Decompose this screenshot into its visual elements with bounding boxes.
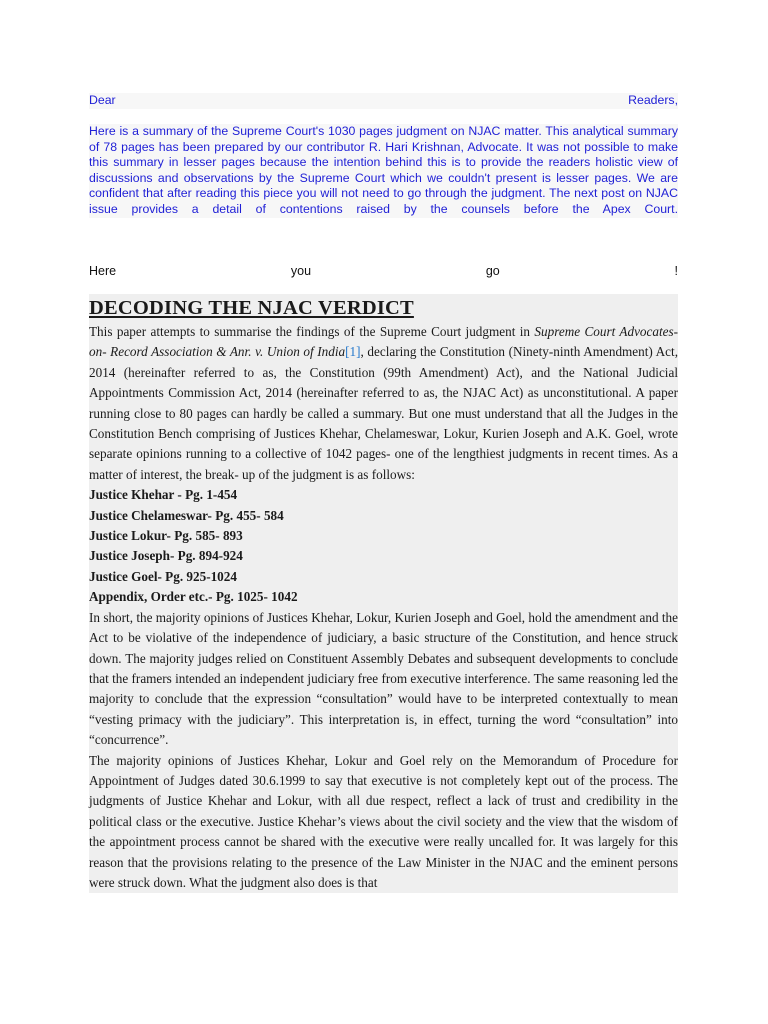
you-word: you [290, 264, 312, 278]
breakup-item-chelameswar: Justice Chelameswar- Pg. 455- 584 [89, 507, 284, 523]
breakup-item-lokur: Justice Lokur- Pg. 585- 893 [89, 528, 243, 544]
breakup-item-appendix: Appendix, Order etc.- Pg. 1025- 1042 [89, 589, 298, 605]
article-title: DECODING THE NJAC VERDICT [89, 297, 414, 319]
summary-note: Here is a summary of the Supreme Court's 1030 pages judgment on NJAC matter. This analytical summary of 78 pages has been prepared by our contributor R. Hari Krishnan, Advocate. It was not possible to make this summary in lesser pages because the intention behind this is to provide the readers holistic view of discussions and observations by the Supreme Court which we couldn't present is lesser pages. We are confident that after reading this piece you will not need to go through the judgment. The next post on NJAC issue provides a detail of contentions raised by the counsels before the Apex Court. [89, 124, 678, 216]
article-body [89, 294, 678, 893]
go-word: go [485, 264, 500, 278]
breakup-item-goel: Justice Goel- Pg. 925-1024 [89, 568, 237, 584]
majority-summary-paragraph: In short, the majority opinions of Justices Khehar, Lokur, Kurien Joseph and Goel, hold the amendment and the Act to be violative of the independence of judiciary, a basic structure of the Constitution, and hence struck down. The majority judges relied on Constituent Assembly Debates and subsequent developments to conclude that the framers intended an independent judiciary free from executive interference. The same reasoning led the majority to conclude that the expression “consultation” would have to be interpreted contextually to mean “vesting primacy with the judiciary”. This interpretation is, in effect, turning the word “consultation” into “concurrence”. [89, 609, 678, 748]
here-word: Here [89, 264, 117, 278]
greeting-dear: Dear [89, 93, 116, 107]
memorandum-paragraph: The majority opinions of Justices Khehar, Lokur and Goel rely on the Memorandum of Procedure for Appointment of Judges dated 30.6.1999 to say that executive is not completely kept out of the process. The judgments of Justice Khehar and Lokur, with all due respect, reflect a lack of trust and credibility in the political class or the executive. Justice Khehar’s views about the civil society and the view that the wisdom of the appointment process cannot be shared with the executive were really uncalled for. It was largely for this reason that the provisions relating to the presence of the Law Minister in the NJAC and the eminent persons were struck down. What the judgment also does is that [89, 752, 678, 890]
greeting-readers: Readers, [628, 93, 678, 107]
salutation-line [89, 93, 678, 109]
intro-paragraph [89, 322, 678, 485]
breakup-item-khehar: Justice Khehar - Pg. 1-454 [89, 487, 238, 503]
here-you-go-line [89, 264, 678, 281]
intro-paragraph-rest: , declaring the Constitution (Ninety-ninth Amendment) Act, 2014 (hereinafter referred to as, the Constitution (99th Amendment) Act), and the National Judicial Appointments Commission Act, 2014 (hereinafter referred to as, the NJAC Act) as unconstitutional. A paper running close to 80 pages can hardly be called a summary. But one must understand that all the Judges in the Constitution Bench comprising of Justices Khehar, Chelameswar, Lokur, Kurien Joseph and A.K. Goel, wrote separate opinions running to a collective of 1042 pages- one of the lengthiest judgments in recent times. As a matter of interest, the break- up of the judgment is as follows: [89, 344, 679, 482]
exclamation-mark: ! [674, 264, 678, 278]
intro-paragraph-start: This paper attempts to summarise the findings of the Supreme Court judgment in [89, 324, 535, 339]
breakup-item-joseph: Justice Joseph- Pg. 894-924 [89, 548, 243, 564]
case-name: Supreme Court Advocates-on- Record Association & Anr. v. Union of India [89, 324, 678, 360]
footnote-ref-link[interactable]: [1] [345, 344, 361, 360]
judgment-breakup-list [89, 485, 678, 607]
